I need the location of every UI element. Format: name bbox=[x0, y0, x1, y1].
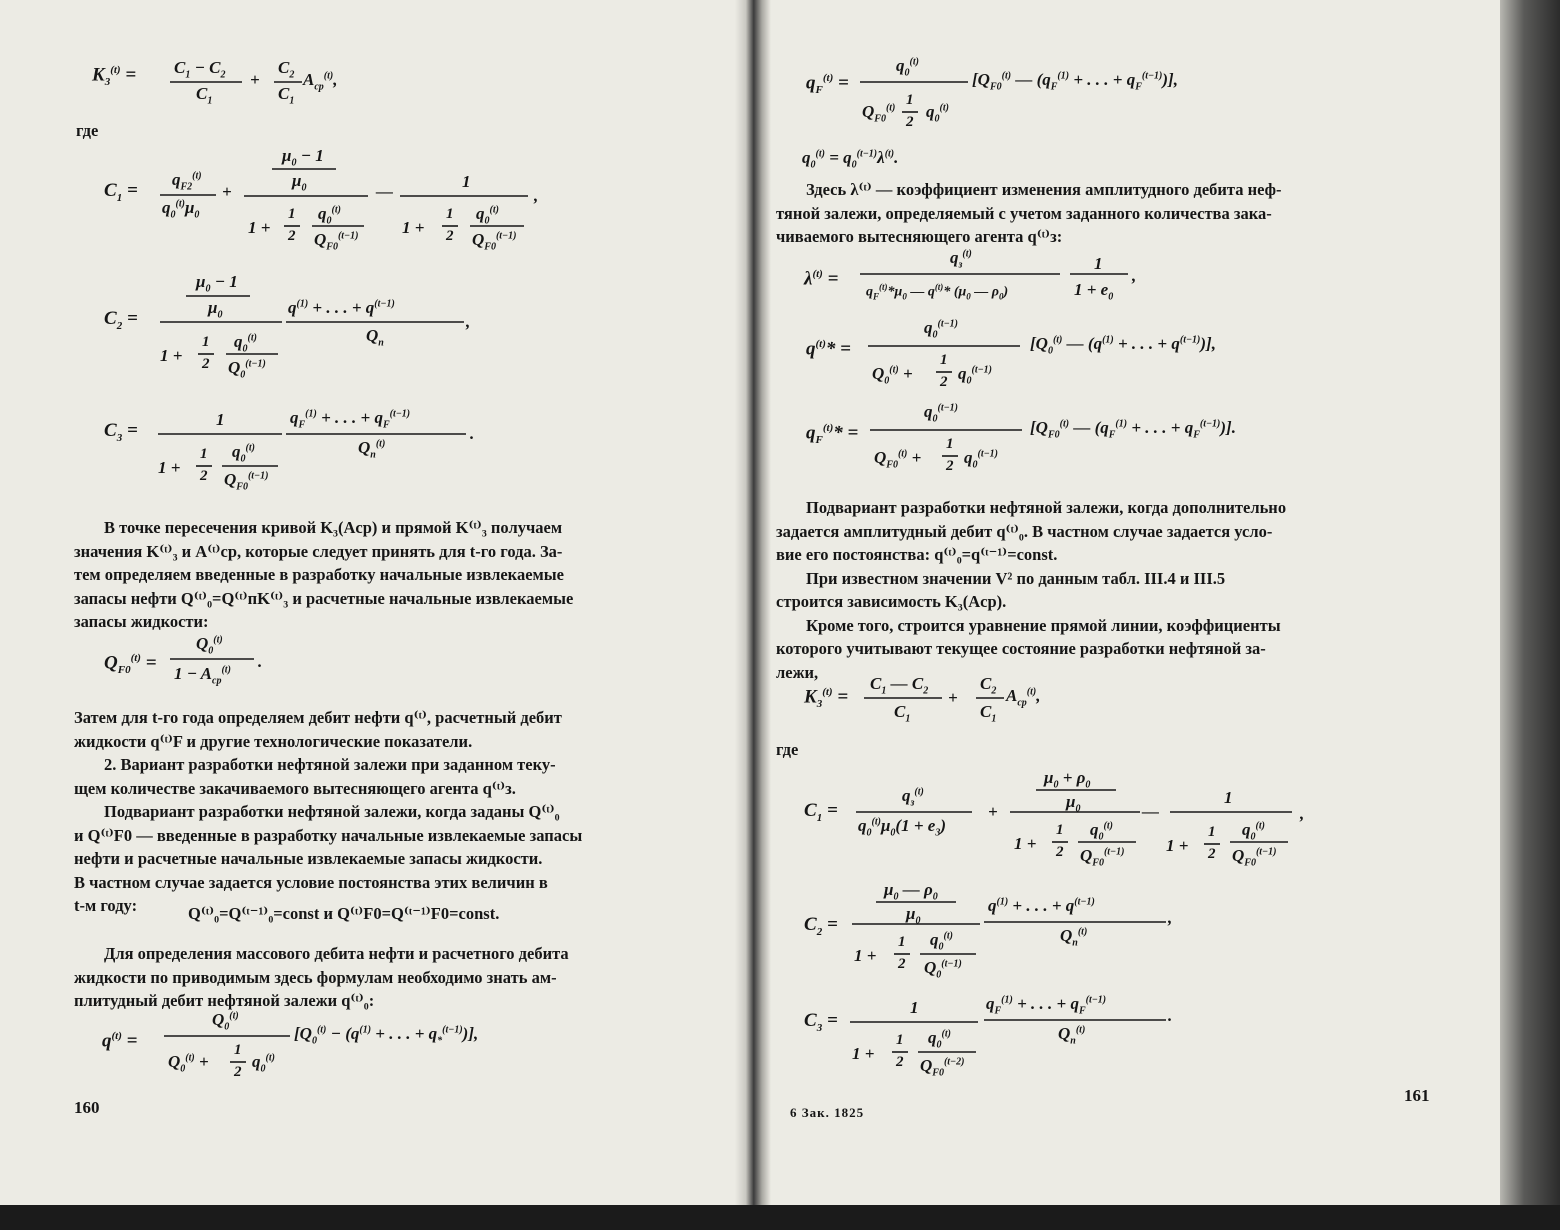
text-line: тем определяем введенные в разработку начальные извлекаемые bbox=[74, 565, 564, 584]
text-line: Для определения массового дебита нефти и расчетного дебита bbox=[104, 944, 569, 963]
page-number-left: 160 bbox=[74, 1098, 100, 1117]
text-line: Кроме того, строится уравнение прямой линии, коэффициенты bbox=[806, 615, 1281, 635]
text-line: запасы жидкости: bbox=[74, 612, 209, 631]
text-line: 2. Вариант разработки нефтяной залежи при заданном теку- bbox=[104, 755, 556, 774]
print-order-footer: 6 Зак. 1825 bbox=[790, 1105, 865, 1120]
text-line: которого учитывают текущее состояние разработки нефтяной за- bbox=[776, 639, 1266, 658]
paragraph-variant-2 bbox=[74, 706, 728, 918]
text-line: В точке пересечения кривой K₃(Aср) и прямой K⁽ᵗ⁾₃ получаем bbox=[104, 518, 563, 537]
paragraph-mass-rate bbox=[74, 942, 728, 1013]
text-line: строится зависимость K₃(Aср). bbox=[776, 592, 1007, 611]
where-label-right: где bbox=[776, 740, 799, 759]
scanned-book-spread: $K_3^{(t)}$ = $C_1 - C_2$ $C_1$ + $C_2$ $C_1$ $A_{ср}^{(t)}$, где $C_1$ = $q_{F2}^{(t)}$ $q_0^{(t)}\mu_0$ + $\mu_0 - 1$ $\mu_0$ 1 + 1 2 $q_0^{(t)}$ $Q_{F0}^{(t-1)}$ — 1 1 + 1 2 $q_0^{(t)}$ $Q_{F0}^{(t-1)}$ , $C_2$ = $\mu_0 - 1$ $\mu_0$ 1 + 1 2 $q_0^{(t)}$ $Q_0^{(t-1)}$ $q^{(1)}$ + . . . + $q^{(t-1)}$ $Q_п$ , $C_3$ = 1 1 + 1 2 $q_0^{(t)}$ $Q_{F0}^{(t-1)}$ $q_F^{(1)}$ + . . . + $q_F^{(t-1)}$ $Q_п^{(t)}$ . В точке пересечения кривой K₃(Aср) и прямой K⁽ᵗ⁾₃ получаем значения K⁽ᵗ⁾₃ и A⁽ᵗ⁾ср, которые следует принять для t-го года. За- тем определяем введенные в разработку начальные извлекаемые запасы нефти Q⁽ᵗ⁾₀=Q⁽ᵗ⁾пK⁽ᵗ⁾₃ и расчетные начальные извлекаемые запасы жидкости: $Q_{F0}^{(t)}$ = $Q_0^{(t)}$ $1 - A_{ср}^{(t)}$ . Затем для t-го года определяем дебит нефти q⁽ᵗ⁾, расчетный дебит жидкости q⁽ᵗ⁾F и другие технологические показатели. 2. Вариант разработки нефтяной залежи при заданном теку- щем количестве закачиваемого вытесняющего агента q⁽ᵗ⁾з. Подвариант разработки нефтяной залежи, когда заданы Q⁽ᵗ⁾₀ и Q⁽ᵗ⁾F0 — введенные в разработку начальные извлекаемые запасы нефти и расчетные начальные извлекаемые запасы жидкости. В частном случае задается условие постоянства этих величин в t-м году: Q⁽ᵗ⁾₀=Q⁽ᵗ⁻¹⁾₀=const и Q⁽ᵗ⁾F0=Q⁽ᵗ⁻¹⁾F0=const. Для определения массового дебита нефти и расчетного дебита жидкости по приводимым здесь формулам необходимо знать ам- плитудный дебит нефтяной залежи q⁽ᵗ⁾₀: $q^{(t)}$ = $Q_0^{(t)}$ $Q_0^{(t)}$ + 1 2 $q_0^{(t)}$ [$Q_0^{(t)} - (q^{(1)}$ + . . . + $q_*^{(t-1)}$)], 160 $q_F^{(t)}$ = $q_0^{(t)}$ $Q_{F0}^{(t)}$ 1 2 $q_0^{(t)}$ [$Q_{F0}^{(t)}$ — ($q_F^{(1)}$ + . . . + $q_F^{(t-1)}$)], $q_0^{(t)} = q_0^{(t-1)}\lambda^{(t)}$. Здесь λ⁽ᵗ⁾ — коэффициент изменения амплитудного дебита неф- тяной залежи, определяемый с учетом заданного количества зака- чиваемого вытесняющего агента q⁽ᵗ⁾з: $\lambda^{(t)}$ = $q_з^{(t)}$ $q_F^{(t)}*\mu_0$ — $q^{(t)}*$ ($\mu_0$ — $\rho_0$) 1 $1 + e_0$ , $q^{(t)}*$ = $q_0^{(t-1)}$ $Q_0^{(t)}$ + 1 2 $q_0^{(t-1)}$ [$Q_0^{(t)}$ — ($q^{(1)}$ + . . . + $q^{(t-1)}$)], $q_F^{(t)}*$ = $q_0^{(t-1)}$ $Q_{F0}^{(t)}$ + 1 2 $q_0^{(t-1)}$ [$Q_{F0}^{(t)}$ — ($q_F^{(1)}$ + . . . + $q_F^{(t-1)}$)]. Подвариант разработки нефтяной залежи, когда дополнительно задается амплитудный дебит q⁽ᵗ⁾₀. В частном случае задается усло- вие его постоянства: q⁽ᵗ⁾₀=q⁽ᵗ⁻¹⁾=const. При известном значении V² по данным табл. III.4 и III.5 строится зависимость K₃(Aср). Кроме того, строится уравнение прямой линии, коэффициенты которого учитывают текущее состояние разработки нефтяной за- лежи, $K_3^{(t)}$ = $C_1$ — $C_2$ $C_1$ + $C_2$ $C_1$ $A_{ср}^{(t)}$, где $C_1$ = $q_з^{(t)}$ $q_0^{(t)}\mu_0(1 + e_3)$ + $\mu_0 + \rho_0$ $\mu_0$ 1 + 1 2 $q_0^{(t)}$ $Q_{F0}^{(t-1)}$ — 1 1 + 1 2 $q_0^{(t)}$ $Q_{F0}^{(t-1)}$ , $C_2$ = $\mu_0$ — $\rho_0$ $\mu_0$ 1 + 1 2 $q_0^{(t)}$ $Q_0^{(t-1)}$ $q^{(1)}$ + . . . + $q^{(t-1)}$ $Q_п^{(t)}$ , $C_3$ = 1 1 + 1 2 $q_0^{(t)}$ $Q_{F0}^{(t-2)}$ $q_F^{(1)}$ + . . . + $q_F^{(t-1)}$ $Q_п^{(t)}$ . 6 Зак. 1825 161 bbox=[0, 0, 1560, 1230]
scan-bottom-border bbox=[0, 1205, 1560, 1230]
text-line: Подвариант разработки нефтяной залежи, когда заданы Q⁽ᵗ⁾₀ bbox=[104, 802, 560, 821]
text-line: t-м году: bbox=[74, 896, 138, 915]
text-line: чиваемого вытесняющего агента q⁽ᵗ⁾з: bbox=[776, 227, 1063, 246]
text-line: В частном случае задается условие постоянства этих величин в bbox=[74, 872, 548, 892]
text-line: Затем для t-го года определяем дебит нефти q⁽ᵗ⁾, расчетный дебит bbox=[74, 708, 562, 727]
paragraph-intersection bbox=[74, 516, 728, 634]
text-line: жидкости q⁽ᵗ⁾F и другие технологические показатели. bbox=[74, 731, 473, 751]
text-line: Здесь λ⁽ᵗ⁾ — коэффициент изменения амплитудного дебита неф- bbox=[806, 180, 1282, 199]
text-line: При известном значении V² по данным табл. III.4 и III.5 bbox=[806, 568, 1226, 588]
text-line: и Q⁽ᵗ⁾F0 — введенные в разработку начальные извлекаемые запасы bbox=[74, 825, 583, 845]
text-line: лежи, bbox=[776, 662, 819, 682]
where-label-left: где bbox=[76, 121, 99, 140]
text-line: вие его постоянства: q⁽ᵗ⁾₀=q⁽ᵗ⁻¹⁾=const. bbox=[776, 545, 1058, 564]
text-line: значения K⁽ᵗ⁾₃ и A⁽ᵗ⁾ср, которые следует принять для t-го года. За- bbox=[74, 541, 563, 561]
page-number-right: 161 bbox=[1404, 1086, 1430, 1105]
text-line: Подвариант разработки нефтяной залежи, когда дополнительно bbox=[806, 498, 1287, 517]
text-line: жидкости по приводимым здесь формулам необходимо знать ам- bbox=[74, 967, 557, 987]
text-line: запасы нефти Q⁽ᵗ⁾₀=Q⁽ᵗ⁾пK⁽ᵗ⁾₃ и расчетные начальные извлекаемые bbox=[74, 588, 574, 608]
right-page-edge-shadow bbox=[1500, 0, 1560, 1205]
text-line: щем количестве закачиваемого вытесняющего агента q⁽ᵗ⁾з. bbox=[74, 778, 516, 798]
text-line: нефти и расчетные начальные извлекаемые запасы жидкости. bbox=[74, 849, 543, 868]
text-line: плитудный дебит нефтяной залежи q⁽ᵗ⁾₀: bbox=[74, 991, 375, 1010]
book-gutter bbox=[735, 0, 771, 1205]
text-line: тяной залежи, определяемый с учетом заданного количества зака- bbox=[776, 203, 1272, 223]
paragraph-subvariant bbox=[776, 496, 1426, 684]
text-line: задается амплитудный дебит q⁽ᵗ⁾₀. В частном случае задается усло- bbox=[776, 521, 1273, 541]
paragraph-lambda-def bbox=[776, 178, 1426, 249]
constant-condition: Q⁽ᵗ⁾₀=Q⁽ᵗ⁻¹⁾₀=const и Q⁽ᵗ⁾F0=Q⁽ᵗ⁻¹⁾F0=const. bbox=[188, 904, 500, 923]
